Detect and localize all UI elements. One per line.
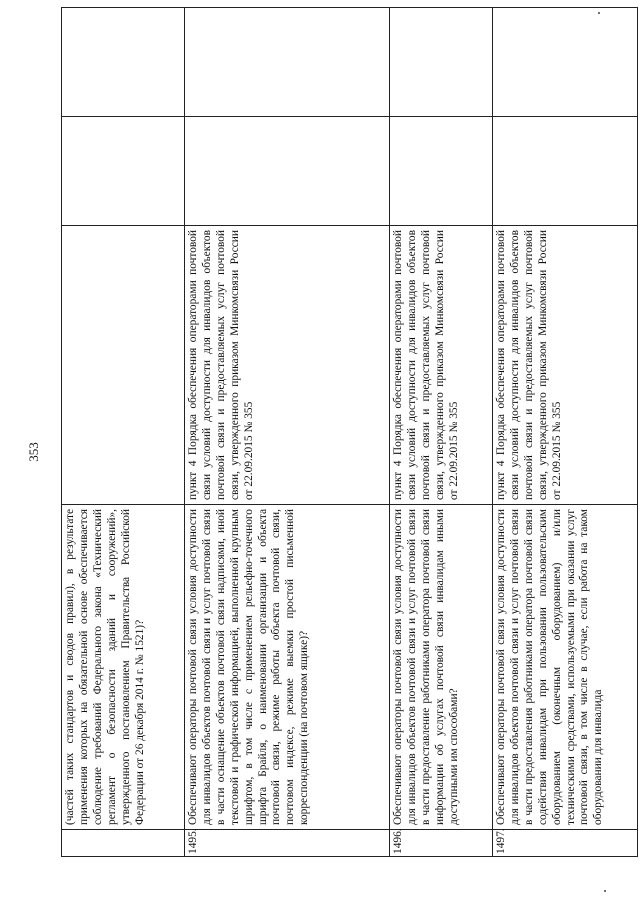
legal-act-cell: пункт 4 Порядка обеспечения операторами почтовой связи условий доступности для инвалидов объектов почтовой связи и предоставляемых услуг почтовой связи, утвержденного приказом Минкомсвязи России от 22.09.2015 № 355 [390, 226, 493, 505]
row-number: 1496. [390, 830, 493, 857]
table-row [185, 8, 390, 857]
note-cell [390, 8, 493, 117]
note-cell [185, 8, 390, 117]
question-text: (частей таких стандартов и сводов правил), в результате применения которых на обязательной основе обеспечивается соблюдение требований Федерального закона «Технический регламент о безопасности зданий и сооружений», утвержденного постановлением Правительства Российской Федерации от 26 декабря 2014 г. № 1521)? [64, 509, 146, 825]
legal-act-cell [62, 226, 185, 505]
question-cell [493, 505, 638, 830]
table-row [493, 8, 638, 857]
answer-cell [62, 117, 185, 226]
table-row [390, 8, 493, 857]
answer-cell [493, 117, 638, 226]
question-text: Обеспечивают операторы почтовой связи условия доступности для инвалидов объектов почтовой связи и услуг почтовой связи в части предоставление работниками оператора почтовой связи информации об услугах почтовой связи инвалидам иными доступными им способами? [392, 509, 460, 825]
question-cell [390, 505, 493, 830]
page-number: 353 [26, 442, 41, 462]
answer-cell [185, 117, 390, 226]
question-cell [185, 505, 390, 830]
note-cell [62, 8, 185, 117]
rotated-page-content [61, 47, 633, 857]
note-cell [493, 8, 638, 117]
question-cell [62, 505, 185, 830]
scan-artifact-dot [604, 890, 606, 892]
legal-act-cell: пункт 4 Порядка обеспечения операторами почтовой связи условий доступности для инвалидов объектов почтовой связи и предоставляемых услуг почтовой связи, утвержденного приказом Минкомсвязи России от 22.09.2015 № 355 [493, 226, 638, 505]
answer-cell [390, 117, 493, 226]
question-text: Обеспечивают операторы почтовой связи условия доступности для инвалидов объектов почтовой связи и услуг почтовой связи в части предоставления работниками оператора почтовой связи содействия инвалидам при пользовании пользовательским оборудованием (оконечным оборудованием) и/или техническими средствами, используемыми при оказании услуг почтовой связи, в том числе в случае, если работа на таком оборудовании для инвалида [495, 509, 605, 825]
row-number [62, 830, 185, 857]
legal-act-cell: пункт 4 Порядка обеспечения операторами почтовой связи условий доступности для инвалидов объектов почтовой связи и предоставляемых услуг почтовой связи, утвержденного приказом Минкомсвязи России от 22.09.2015 № 355 [185, 226, 390, 505]
row-number: 1497. [493, 830, 638, 857]
row-number: 1495. [185, 830, 390, 857]
requirements-table [61, 7, 638, 857]
question-text: Обеспечивают операторы почтовой связи условия доступности для инвалидов объектов почтовой связи и услуг почтовой связи в части оснащение объектов почтовой связи надписями, иной текстовой и графической информацией, выполненной крупным шрифтом, в том числе с применением рельефно-точечного шрифта Брайля, о наименовании организации и объекта почтовой связи, режиме работы объекта почтовой связи, почтовом индексе, режиме выемки простой письменной корреспонденции (на почтовом ящике)? [187, 509, 311, 825]
table-row [62, 8, 185, 857]
